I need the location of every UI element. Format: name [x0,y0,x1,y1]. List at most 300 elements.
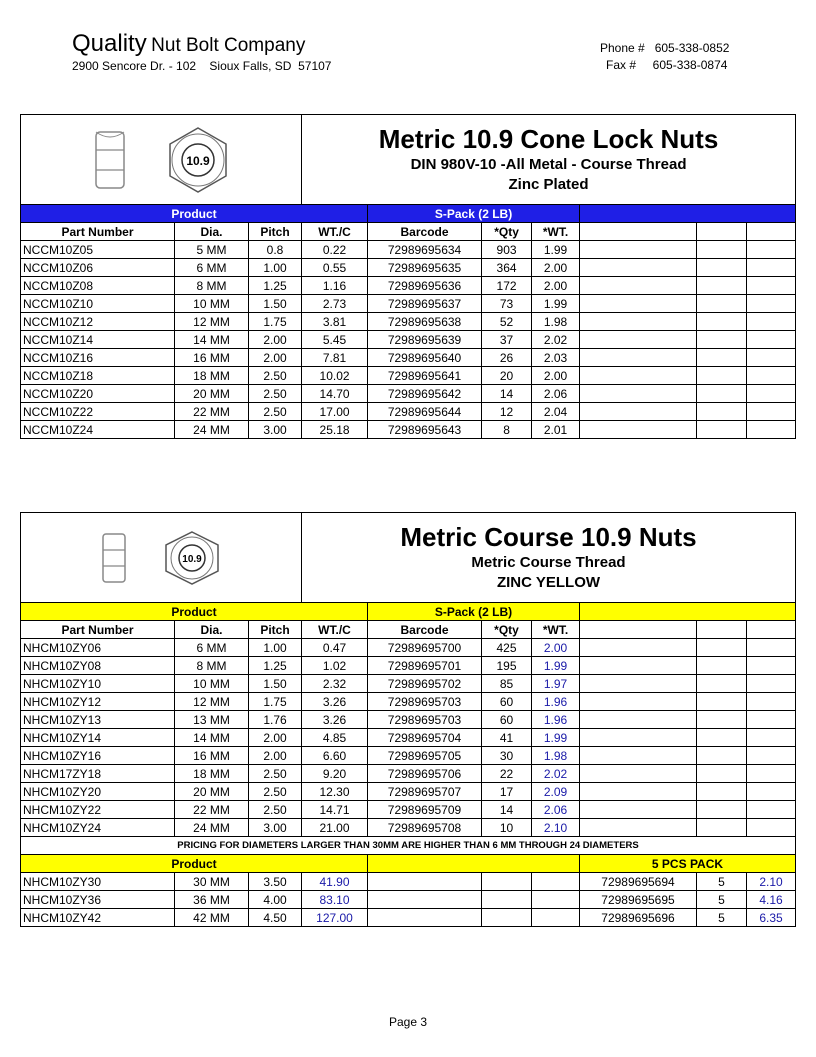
pitch-cell: 1.00 [249,259,302,277]
price-cell: 83.10 [302,891,368,909]
empty-cell [580,367,697,385]
column-header-row [21,223,796,241]
pack-weight-cell: 1.99 [532,729,580,747]
weight-per-c-cell: 10.02 [302,367,368,385]
empty-cell [697,621,747,639]
empty-cell [697,367,747,385]
barcode-cell: 72989695703 [368,693,482,711]
barcode-cell: 72989695695 [580,891,697,909]
empty-cell [747,313,796,331]
pack-weight-cell: 2.06 [532,385,580,403]
weight-per-c-cell: 25.18 [302,421,368,439]
empty-cell [580,621,697,639]
section-title: Metric 10.9 Cone Lock Nuts [378,124,719,154]
barcode-cell: 72989695635 [368,259,482,277]
grade-label: 10.9 [182,553,202,565]
course-nuts-table [20,512,796,927]
qty-cell: 30 [482,747,532,765]
weight-per-c-cell: 7.81 [302,349,368,367]
empty-cell [580,765,697,783]
band-spack-label: S-Pack (2 LB) [368,603,580,621]
weight-per-c-cell: 6.60 [302,747,368,765]
empty-cell [368,891,482,909]
qty-cell: 364 [482,259,532,277]
part-number-cell: NHCM10ZY14 [21,729,175,747]
part-number-cell: NHCM10ZY30 [21,873,175,891]
empty-cell [747,765,796,783]
empty-cell [580,639,697,657]
barcode-cell: 72989695707 [368,783,482,801]
part-number-cell: NHCM10ZY06 [21,639,175,657]
table-row [21,421,796,439]
qty-cell: 903 [482,241,532,259]
diameter-cell: 5 MM [175,241,249,259]
product-image-cell [21,513,302,603]
part-number-cell: NCCM10Z10 [21,295,175,313]
table-row [21,711,796,729]
diameter-cell: 36 MM [175,891,249,909]
col-header-part-number: Part Number [21,621,175,639]
company-name-bold: Quality [72,30,147,57]
band-empty [368,855,580,873]
table-row [21,313,796,331]
empty-cell [580,295,697,313]
pack-weight-cell: 1.99 [532,241,580,259]
pitch-cell: 1.50 [249,675,302,693]
col-header-qty: *Qty [482,223,532,241]
qty-cell: 14 [482,801,532,819]
pitch-cell: 2.50 [249,801,302,819]
empty-cell [747,783,796,801]
barcode-cell: 72989695643 [368,421,482,439]
cone-lock-nuts-table [20,114,796,439]
diameter-cell: 42 MM [175,909,249,927]
section-subtitle: Metric Course Thread [471,554,626,571]
pack-weight-cell: 2.01 [532,421,580,439]
empty-cell [697,295,747,313]
weight-per-c-cell: 3.81 [302,313,368,331]
product-image-cell [21,115,302,205]
empty-cell [580,331,697,349]
barcode-cell: 72989695636 [368,277,482,295]
hex-nut-top-icon [162,530,222,586]
table-row [21,639,796,657]
empty-cell [747,729,796,747]
pack-weight-cell: 2.04 [532,403,580,421]
diameter-cell: 6 MM [175,639,249,657]
empty-cell [580,819,697,837]
part-number-cell: NCCM10Z18 [21,367,175,385]
empty-cell [747,639,796,657]
qty-cell: 20 [482,367,532,385]
empty-cell [580,747,697,765]
barcode-cell: 72989695696 [580,909,697,927]
weight-per-c-cell: 2.73 [302,295,368,313]
empty-cell [747,403,796,421]
pitch-cell: 1.25 [249,657,302,675]
qty-cell: 73 [482,295,532,313]
table-row [21,783,796,801]
empty-cell [697,223,747,241]
barcode-cell: 72989695706 [368,765,482,783]
part-number-cell: NHCM10ZY10 [21,675,175,693]
pitch-cell: 1.50 [249,295,302,313]
weight-per-c-cell: 4.85 [302,729,368,747]
band-product-label: Product [21,603,368,621]
barcode-cell: 72989695637 [368,295,482,313]
empty-cell [697,421,747,439]
section-subtitle: DIN 980V-10 -All Metal - Course Thread [410,156,687,173]
empty-cell [697,783,747,801]
diameter-cell: 8 MM [175,277,249,295]
empty-cell [580,801,697,819]
empty-cell [747,277,796,295]
qty-cell: 5 [697,909,747,927]
part-number-cell: NCCM10Z05 [21,241,175,259]
empty-cell [697,639,747,657]
table-row [21,873,796,891]
barcode-cell: 72989695701 [368,657,482,675]
empty-cell [580,223,697,241]
company-address: 2900 Sencore Dr. - 102 Sioux Falls, SD 57107 [72,59,332,73]
qty-cell: 425 [482,639,532,657]
part-number-cell: NHCM10ZY08 [21,657,175,675]
empty-cell [580,259,697,277]
part-number-cell: NHCM10ZY20 [21,783,175,801]
table-row [21,331,796,349]
barcode-cell: 72989695640 [368,349,482,367]
diameter-cell: 22 MM [175,801,249,819]
diameter-cell: 24 MM [175,819,249,837]
band-product-label: Product [21,855,368,873]
empty-cell [747,819,796,837]
barcode-cell: 72989695694 [580,873,697,891]
empty-cell [747,241,796,259]
pack-weight-cell: 1.96 [532,693,580,711]
empty-cell [697,657,747,675]
pitch-cell: 2.50 [249,367,302,385]
part-number-cell: NCCM10Z20 [21,385,175,403]
company-name-rest: Nut Bolt Company [151,35,306,56]
barcode-cell: 72989695703 [368,711,482,729]
cone-nut-side-icon [90,130,130,190]
empty-cell [747,385,796,403]
empty-cell [747,711,796,729]
diameter-cell: 6 MM [175,259,249,277]
pack-weight-cell: 2.00 [532,639,580,657]
band-spack-label: S-Pack (2 LB) [368,205,580,223]
empty-cell [580,349,697,367]
pitch-cell: 1.75 [249,313,302,331]
diameter-cell: 13 MM [175,711,249,729]
table-row [21,675,796,693]
part-number-cell: NCCM10Z24 [21,421,175,439]
pack-weight-cell: 2.00 [532,259,580,277]
qty-cell: 41 [482,729,532,747]
pack-weight-cell: 1.99 [532,657,580,675]
empty-cell [482,909,532,927]
empty-cell [580,403,697,421]
col-header-pack-weight: *WT. [532,621,580,639]
weight-per-c-cell: 2.32 [302,675,368,693]
qty-cell: 10 [482,819,532,837]
pricing-note: PRICING FOR DIAMETERS LARGER THAN 30MM ARE HIGHER THAN 6 MM THROUGH 24 DIAMETERS [21,837,796,855]
diameter-cell: 12 MM [175,693,249,711]
grade-label: 10.9 [186,153,210,168]
barcode-cell: 72989695634 [368,241,482,259]
weight-per-c-cell: 5.45 [302,331,368,349]
table-row [21,277,796,295]
page-number: Page 3 [388,1015,428,1029]
pitch-cell: 3.00 [249,421,302,439]
weight-per-c-cell: 9.20 [302,765,368,783]
table-row [21,385,796,403]
weight-per-c-cell: 17.00 [302,403,368,421]
empty-cell [580,241,697,259]
pack-weight-cell: 4.16 [747,891,796,909]
empty-cell [697,403,747,421]
table-row [21,259,796,277]
pitch-cell: 2.50 [249,765,302,783]
empty-cell [697,711,747,729]
empty-cell [580,675,697,693]
table-row [21,891,796,909]
diameter-cell: 14 MM [175,729,249,747]
empty-cell [580,729,697,747]
empty-cell [580,693,697,711]
table-row [21,765,796,783]
col-header-pitch: Pitch [249,621,302,639]
weight-per-c-cell: 14.70 [302,385,368,403]
col-header-weight-per-c: WT./C [302,621,368,639]
empty-cell [580,277,697,295]
pack-weight-cell: 2.02 [532,765,580,783]
pitch-cell: 4.50 [249,909,302,927]
pack-weight-cell: 1.98 [532,747,580,765]
diameter-cell: 22 MM [175,403,249,421]
column-header-row [21,621,796,639]
empty-cell [697,385,747,403]
empty-cell [747,331,796,349]
empty-cell [697,729,747,747]
part-number-cell: NHCM10ZY36 [21,891,175,909]
empty-cell [747,421,796,439]
empty-cell [747,349,796,367]
barcode-cell: 72989695639 [368,331,482,349]
table-row [21,729,796,747]
empty-cell [368,873,482,891]
col-header-pitch: Pitch [249,223,302,241]
diameter-cell: 10 MM [175,675,249,693]
pitch-cell: 1.76 [249,711,302,729]
empty-cell [697,331,747,349]
part-number-cell: NCCM10Z22 [21,403,175,421]
empty-cell [482,873,532,891]
pack-weight-cell: 1.99 [532,295,580,313]
pack-weight-cell: 2.06 [532,801,580,819]
empty-cell [697,259,747,277]
pack-weight-cell: 1.98 [532,313,580,331]
col-header-qty: *Qty [482,621,532,639]
col-header-diameter: Dia. [175,621,249,639]
empty-cell [697,747,747,765]
fax-number: Fax # 605-338-0874 [606,58,728,72]
pack-weight-cell: 2.10 [747,873,796,891]
empty-cell [747,621,796,639]
table-row [21,693,796,711]
pitch-cell: 3.50 [249,873,302,891]
pack-weight-cell: 2.00 [532,367,580,385]
diameter-cell: 20 MM [175,783,249,801]
band-empty [580,205,796,223]
pitch-cell: 4.00 [249,891,302,909]
empty-cell [747,657,796,675]
section-finish: Zinc Plated [508,176,589,193]
part-number-cell: NHCM10ZY13 [21,711,175,729]
weight-per-c-cell: 12.30 [302,783,368,801]
barcode-cell: 72989695702 [368,675,482,693]
pitch-cell: 0.8 [249,241,302,259]
empty-cell [580,657,697,675]
table-row [21,657,796,675]
barcode-cell: 72989695642 [368,385,482,403]
part-number-cell: NCCM10Z14 [21,331,175,349]
empty-cell [747,367,796,385]
barcode-cell: 72989695709 [368,801,482,819]
weight-per-c-cell: 1.02 [302,657,368,675]
pitch-cell: 1.75 [249,693,302,711]
part-number-cell: NHCM10ZY24 [21,819,175,837]
col-header-barcode: Barcode [368,223,482,241]
pack-weight-cell: 2.09 [532,783,580,801]
part-number-cell: NHCM10ZY12 [21,693,175,711]
barcode-cell: 72989695641 [368,367,482,385]
phone-number: Phone # 605-338-0852 [600,41,730,55]
barcode-cell: 72989695644 [368,403,482,421]
empty-cell [532,873,580,891]
section-title: Metric Course 10.9 Nuts [400,522,697,552]
col-header-barcode: Barcode [368,621,482,639]
price-cell: 127.00 [302,909,368,927]
weight-per-c-cell: 21.00 [302,819,368,837]
empty-cell [697,801,747,819]
hex-nut-side-icon [100,528,128,588]
section-title-cell [302,513,796,603]
part-number-cell: NHCM10ZY42 [21,909,175,927]
qty-cell: 8 [482,421,532,439]
pitch-cell: 1.25 [249,277,302,295]
col-header-pack-weight: *WT. [532,223,580,241]
section-title-cell [302,115,796,205]
empty-cell [580,421,697,439]
table-row [21,349,796,367]
empty-cell [747,675,796,693]
col-header-weight-per-c: WT./C [302,223,368,241]
diameter-cell: 8 MM [175,657,249,675]
empty-cell [747,259,796,277]
empty-cell [697,675,747,693]
pitch-cell: 3.00 [249,819,302,837]
table-row [21,403,796,421]
empty-cell [747,693,796,711]
barcode-cell: 72989695638 [368,313,482,331]
weight-per-c-cell: 0.47 [302,639,368,657]
qty-cell: 5 [697,891,747,909]
section-finish: ZINC YELLOW [496,574,601,591]
weight-per-c-cell: 0.55 [302,259,368,277]
table-row [21,909,796,927]
barcode-cell: 72989695705 [368,747,482,765]
weight-per-c-cell: 14.71 [302,801,368,819]
empty-cell [532,891,580,909]
empty-cell [747,223,796,241]
empty-cell [482,891,532,909]
part-number-cell: NHCM10ZY22 [21,801,175,819]
weight-per-c-cell: 3.26 [302,711,368,729]
diameter-cell: 14 MM [175,331,249,349]
empty-cell [697,765,747,783]
col-header-diameter: Dia. [175,223,249,241]
qty-cell: 60 [482,711,532,729]
price-cell: 41.90 [302,873,368,891]
barcode-cell: 72989695704 [368,729,482,747]
pack-weight-cell: 2.02 [532,331,580,349]
pack-weight-cell: 2.00 [532,277,580,295]
part-number-cell: NCCM10Z12 [21,313,175,331]
empty-cell [697,241,747,259]
empty-cell [697,349,747,367]
empty-cell [747,747,796,765]
pack-weight-cell: 2.10 [532,819,580,837]
empty-cell [532,909,580,927]
pitch-cell: 2.50 [249,783,302,801]
diameter-cell: 12 MM [175,313,249,331]
table-row [21,241,796,259]
qty-cell: 60 [482,693,532,711]
band-empty [580,603,796,621]
company-name [72,30,305,58]
hex-nut-top-icon [164,126,232,194]
band-product-label: Product [21,205,368,223]
pitch-cell: 2.00 [249,331,302,349]
empty-cell [697,277,747,295]
pack-weight-cell: 6.35 [747,909,796,927]
empty-cell [580,313,697,331]
table-row [21,819,796,837]
qty-cell: 85 [482,675,532,693]
barcode-cell: 72989695708 [368,819,482,837]
empty-cell [697,313,747,331]
qty-cell: 22 [482,765,532,783]
pitch-cell: 1.00 [249,639,302,657]
empty-cell [747,801,796,819]
col-header-part-number: Part Number [21,223,175,241]
pitch-cell: 2.50 [249,385,302,403]
weight-per-c-cell: 0.22 [302,241,368,259]
diameter-cell: 16 MM [175,349,249,367]
qty-cell: 37 [482,331,532,349]
empty-cell [697,819,747,837]
table-row [21,295,796,313]
qty-cell: 195 [482,657,532,675]
qty-cell: 14 [482,385,532,403]
table-row [21,367,796,385]
part-number-cell: NCCM10Z06 [21,259,175,277]
diameter-cell: 30 MM [175,873,249,891]
empty-cell [580,385,697,403]
table-row [21,801,796,819]
diameter-cell: 16 MM [175,747,249,765]
